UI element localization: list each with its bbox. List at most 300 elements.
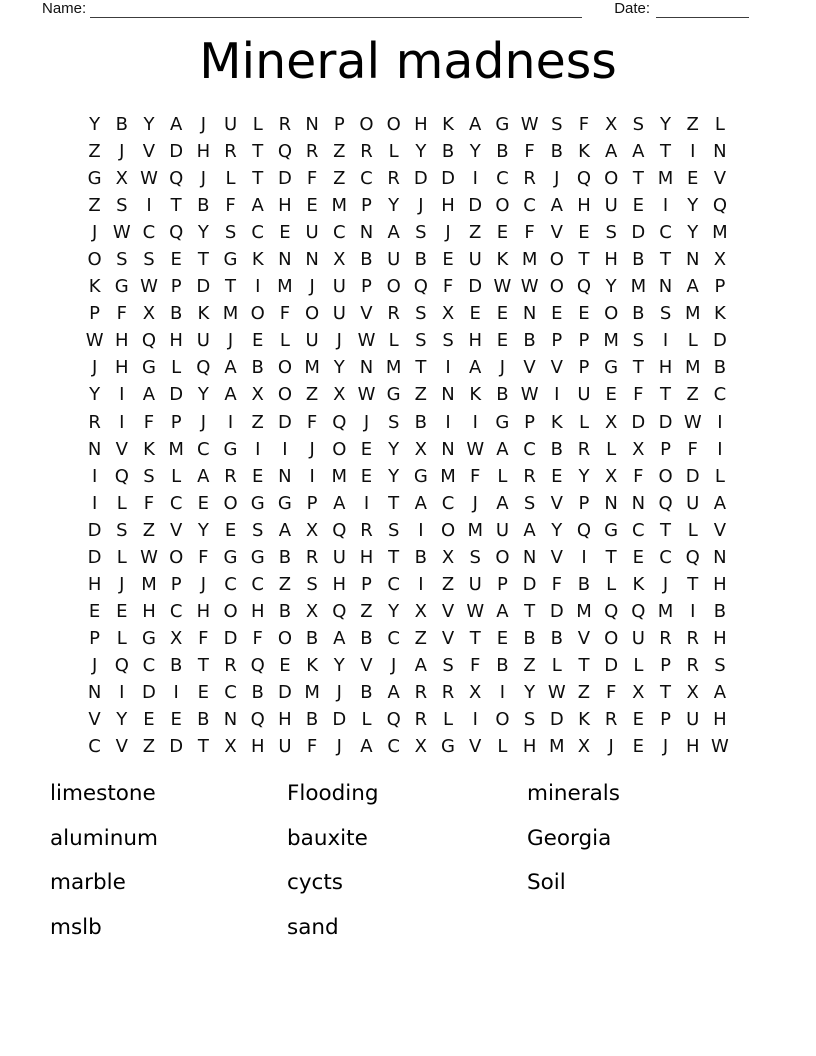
- grid-letter-r19-c22: M: [657, 600, 674, 622]
- word-item-cycts: cycts: [287, 870, 343, 895]
- grid-letter-r20-c3: G: [141, 627, 156, 649]
- grid-letter-r15-c5: E: [197, 492, 210, 514]
- grid-letter-r13-c11: E: [360, 438, 373, 460]
- grid-letter-r14-c8: N: [278, 465, 292, 487]
- grid-letter-r9-c14: S: [442, 330, 454, 352]
- grid-letter-r9-c13: S: [415, 330, 427, 352]
- grid-letter-r16-c17: A: [523, 519, 536, 541]
- grid-letter-r17-c15: S: [469, 546, 481, 568]
- grid-letter-r9-c6: J: [227, 330, 234, 352]
- grid-letter-r2-c23: I: [690, 141, 696, 163]
- grid-letter-r16-c21: C: [632, 519, 645, 541]
- grid-letter-r21-c11: V: [360, 654, 373, 676]
- grid-letter-r24-c24: W: [711, 736, 729, 758]
- grid-letter-r5-c14: J: [445, 222, 451, 244]
- grid-letter-r4-c15: D: [468, 195, 483, 217]
- grid-letter-r10-c3: G: [141, 357, 156, 379]
- grid-letter-r5-c20: S: [605, 222, 617, 244]
- grid-letter-r10-c20: G: [604, 357, 619, 379]
- grid-letter-r3-c22: M: [657, 168, 674, 190]
- grid-letter-r20-c22: R: [659, 627, 672, 649]
- grid-letter-r4-c9: E: [306, 195, 318, 217]
- grid-letter-r19-c18: D: [549, 600, 564, 622]
- grid-letter-r7-c2: G: [114, 276, 129, 298]
- letter-grid: [81, 111, 734, 760]
- grid-letter-r10-c9: M: [304, 357, 320, 379]
- grid-letter-r1-c12: O: [386, 114, 401, 136]
- grid-letter-r16-c3: Z: [142, 519, 156, 541]
- grid-letter-r15-c15: J: [472, 492, 478, 514]
- grid-letter-r13-c17: C: [523, 438, 536, 460]
- grid-letter-r1-c17: W: [520, 114, 539, 136]
- grid-letter-r20-c2: L: [116, 627, 127, 649]
- grid-letter-r6-c9: N: [305, 249, 319, 271]
- grid-letter-r2-c18: B: [550, 141, 563, 163]
- grid-letter-r5-c12: A: [387, 222, 400, 244]
- grid-letter-r8-c21: B: [632, 303, 645, 325]
- grid-letter-r2-c3: V: [142, 141, 156, 163]
- grid-letter-r23-c15: I: [472, 709, 478, 731]
- grid-letter-r6-c8: N: [278, 249, 292, 271]
- grid-letter-r14-c23: D: [685, 465, 700, 487]
- grid-letter-r22-c11: B: [360, 682, 373, 703]
- word-item-marble: marble: [50, 870, 126, 895]
- grid-letter-r3-c21: T: [632, 168, 644, 190]
- grid-letter-r10-c13: T: [415, 357, 427, 379]
- grid-letter-r8-c1: P: [89, 303, 101, 325]
- grid-letter-r18-c14: Z: [441, 573, 455, 595]
- grid-letter-r23-c6: N: [223, 709, 238, 731]
- grid-letter-r19-c8: B: [278, 600, 292, 622]
- grid-letter-r2-c4: D: [169, 141, 184, 163]
- grid-letter-r12-c16: G: [495, 411, 510, 433]
- grid-letter-r21-c23: R: [686, 654, 699, 676]
- grid-letter-r14-c14: M: [440, 465, 456, 487]
- grid-letter-r3-c15: I: [472, 168, 478, 190]
- grid-letter-r22-c4: I: [173, 682, 179, 703]
- grid-letter-r6-c23: N: [685, 249, 700, 271]
- grid-letter-r19-c17: T: [524, 600, 536, 622]
- grid-letter-r15-c11: I: [363, 492, 370, 514]
- grid-letter-r9-c8: L: [279, 330, 290, 352]
- grid-letter-r13-c20: L: [606, 438, 617, 460]
- grid-letter-r18-c22: J: [662, 573, 669, 595]
- date-blank-line: [656, 1, 749, 18]
- grid-letter-r8-c23: M: [684, 303, 701, 325]
- grid-letter-r4-c10: M: [331, 195, 348, 217]
- grid-letter-r4-c13: J: [418, 195, 424, 217]
- name-blank-line: [90, 1, 582, 18]
- grid-letter-r2-c15: Y: [469, 141, 481, 163]
- grid-letter-r15-c9: P: [306, 492, 318, 514]
- grid-letter-r20-c14: V: [441, 627, 455, 649]
- grid-letter-r17-c7: G: [250, 546, 265, 568]
- grid-letter-r20-c5: F: [198, 627, 209, 649]
- grid-letter-r18-c13: I: [418, 573, 424, 595]
- word-item-aluminum: aluminum: [50, 825, 158, 851]
- grid-letter-r10-c6: A: [224, 357, 237, 379]
- grid-letter-r9-c5: U: [196, 330, 210, 352]
- grid-letter-r23-c20: R: [604, 709, 618, 731]
- grid-letter-r17-c21: E: [632, 546, 645, 568]
- grid-letter-r22-c20: F: [605, 682, 617, 703]
- grid-letter-r7-c4: P: [170, 276, 182, 298]
- word-item-limestone: limestone: [50, 781, 156, 806]
- grid-letter-r13-c1: N: [87, 438, 102, 460]
- grid-letter-r24-c2: V: [115, 736, 128, 758]
- grid-letter-r23-c14: L: [443, 709, 454, 731]
- grid-letter-r6-c18: O: [549, 249, 564, 271]
- grid-letter-r3-c12: R: [387, 168, 400, 190]
- grid-letter-r14-c4: L: [171, 465, 182, 487]
- grid-letter-r21-c14: S: [442, 654, 454, 676]
- grid-letter-r16-c1: D: [87, 519, 102, 541]
- grid-letter-r19-c21: Q: [631, 600, 646, 622]
- grid-letter-r2-c19: K: [578, 141, 590, 163]
- grid-letter-r6-c20: H: [604, 249, 618, 271]
- grid-letter-r17-c1: D: [87, 546, 102, 568]
- grid-letter-r6-c22: T: [660, 249, 672, 271]
- grid-letter-r14-c2: Q: [114, 465, 129, 487]
- grid-letter-r8-c19: E: [578, 303, 590, 325]
- grid-letter-r12-c11: J: [363, 411, 370, 433]
- grid-letter-r7-c5: D: [196, 276, 211, 298]
- grid-letter-r3-c24: V: [713, 168, 727, 190]
- grid-letter-r6-c17: M: [521, 249, 538, 271]
- grid-letter-r4-c18: A: [550, 195, 563, 217]
- grid-letter-r5-c15: Z: [469, 222, 482, 244]
- grid-letter-r10-c17: V: [523, 357, 536, 379]
- grid-letter-r7-c23: A: [686, 276, 699, 298]
- grid-letter-r8-c18: E: [551, 303, 563, 325]
- grid-letter-r24-c14: G: [441, 736, 455, 758]
- grid-letter-r22-c23: X: [686, 682, 699, 703]
- grid-letter-r12-c10: Q: [332, 411, 347, 433]
- grid-letter-r2-c12: L: [388, 141, 399, 163]
- grid-letter-r16-c22: T: [660, 519, 672, 541]
- grid-letter-r5-c24: M: [712, 222, 728, 244]
- grid-letter-r22-c16: I: [499, 682, 506, 703]
- grid-letter-r12-c15: I: [472, 411, 478, 433]
- grid-letter-r18-c10: H: [332, 573, 347, 595]
- grid-letter-r19-c16: A: [496, 600, 509, 622]
- grid-letter-r1-c21: S: [632, 114, 645, 136]
- grid-letter-r12-c14: I: [445, 411, 451, 433]
- grid-letter-r6-c2: S: [116, 249, 128, 271]
- grid-letter-r1-c24: L: [714, 114, 725, 136]
- grid-letter-r17-c17: N: [522, 546, 537, 568]
- grid-letter-r1-c20: X: [604, 114, 618, 136]
- grid-letter-r6-c5: T: [197, 249, 209, 271]
- grid-letter-r13-c23: F: [687, 438, 698, 460]
- grid-letter-r14-c1: I: [91, 465, 98, 487]
- grid-letter-r2-c22: T: [660, 141, 672, 163]
- grid-letter-r4-c23: Y: [687, 195, 699, 217]
- grid-letter-r19-c15: W: [466, 600, 485, 622]
- word-item-georgia: Georgia: [527, 825, 612, 851]
- grid-letter-r21-c6: R: [224, 654, 237, 676]
- grid-letter-r15-c10: A: [333, 492, 346, 514]
- grid-letter-r15-c1: I: [91, 492, 98, 514]
- grid-letter-r1-c3: Y: [143, 114, 155, 136]
- grid-letter-r18-c9: S: [306, 573, 318, 595]
- grid-letter-r12-c6: I: [227, 411, 234, 433]
- grid-letter-r18-c21: K: [632, 573, 645, 595]
- grid-letter-r3-c2: X: [115, 168, 128, 190]
- grid-letter-r6-c6: G: [223, 249, 238, 271]
- grid-letter-r12-c5: J: [200, 411, 206, 433]
- grid-letter-r17-c8: B: [278, 546, 292, 568]
- grid-letter-r1-c23: Z: [686, 114, 699, 136]
- grid-letter-r6-c24: X: [713, 249, 727, 271]
- grid-letter-r8-c17: N: [522, 303, 537, 325]
- grid-letter-r14-c17: R: [523, 465, 536, 487]
- grid-letter-r23-c5: B: [197, 709, 210, 731]
- grid-letter-r18-c2: J: [119, 573, 125, 595]
- grid-letter-r24-c5: T: [197, 736, 209, 758]
- grid-letter-r5-c19: E: [578, 222, 590, 244]
- grid-letter-r20-c19: V: [577, 627, 591, 649]
- grid-letter-r23-c23: U: [686, 709, 700, 731]
- grid-letter-r18-c4: P: [170, 573, 182, 595]
- grid-letter-r8-c13: S: [415, 303, 427, 325]
- grid-letter-r22-c7: B: [251, 682, 264, 703]
- grid-letter-r9-c22: I: [662, 330, 669, 352]
- grid-letter-r12-c24: I: [717, 411, 723, 433]
- grid-letter-r7-c17: W: [520, 276, 539, 298]
- grid-letter-r22-c10: J: [336, 682, 342, 703]
- grid-letter-r8-c11: V: [360, 303, 373, 325]
- grid-letter-r4-c22: I: [662, 195, 669, 217]
- grid-letter-r24-c1: C: [88, 736, 101, 758]
- grid-letter-r14-c5: A: [197, 465, 210, 487]
- grid-letter-r10-c4: L: [171, 357, 182, 379]
- grid-letter-r17-c18: V: [550, 546, 563, 568]
- grid-letter-r18-c24: H: [713, 573, 727, 595]
- grid-letter-r7-c24: P: [714, 276, 726, 298]
- word-list-column-2: [287, 779, 379, 957]
- grid-letter-r16-c14: O: [440, 519, 456, 541]
- grid-letter-r24-c15: V: [469, 736, 482, 758]
- grid-letter-r14-c12: Y: [388, 465, 400, 487]
- grid-letter-r1-c4: A: [169, 114, 183, 136]
- grid-letter-r24-c3: Z: [142, 736, 156, 758]
- grid-letter-r11-c6: A: [224, 384, 237, 406]
- grid-letter-r17-c11: H: [359, 546, 374, 568]
- grid-letter-r21-c24: S: [714, 654, 726, 676]
- grid-letter-r21-c22: P: [660, 654, 671, 676]
- grid-letter-r2-c20: A: [604, 141, 618, 163]
- grid-letter-r13-c16: A: [496, 438, 509, 460]
- grid-letter-r17-c4: O: [169, 546, 184, 568]
- grid-letter-r1-c7: L: [252, 114, 263, 136]
- grid-letter-r23-c1: V: [88, 709, 101, 731]
- grid-letter-r10-c7: B: [251, 357, 264, 379]
- grid-letter-r21-c7: Q: [250, 654, 265, 676]
- grid-letter-r11-c15: K: [469, 384, 482, 406]
- grid-letter-r17-c20: T: [605, 546, 617, 568]
- grid-letter-r20-c7: F: [252, 627, 263, 649]
- grid-letter-r6-c1: O: [87, 249, 102, 271]
- grid-letter-r9-c10: J: [336, 330, 342, 352]
- grid-letter-r10-c2: H: [115, 357, 129, 379]
- grid-letter-r21-c1: J: [91, 654, 98, 676]
- grid-letter-r16-c12: S: [387, 519, 400, 541]
- grid-letter-r18-c7: C: [251, 573, 264, 595]
- grid-letter-r1-c15: A: [469, 114, 482, 136]
- grid-letter-r13-c7: I: [255, 438, 261, 460]
- grid-letter-r10-c5: Q: [196, 357, 211, 379]
- grid-letter-r18-c18: F: [551, 573, 562, 595]
- grid-letter-r9-c12: L: [388, 330, 399, 352]
- grid-letter-r4-c7: A: [251, 195, 264, 217]
- grid-letter-r19-c3: H: [142, 600, 156, 622]
- grid-letter-r20-c16: E: [496, 627, 509, 649]
- grid-letter-r23-c8: H: [278, 709, 292, 731]
- grid-letter-r23-c13: R: [414, 709, 428, 731]
- grid-letter-r20-c9: B: [305, 627, 319, 649]
- grid-letter-r5-c13: S: [415, 222, 427, 244]
- grid-letter-r23-c11: L: [361, 709, 372, 731]
- grid-letter-r18-c6: C: [224, 573, 237, 595]
- grid-letter-r17-c14: X: [441, 546, 455, 568]
- grid-letter-r2-c17: F: [524, 141, 535, 163]
- grid-letter-r11-c24: C: [713, 384, 727, 406]
- grid-letter-r13-c3: K: [143, 438, 155, 460]
- grid-letter-r19-c1: E: [88, 600, 101, 622]
- grid-letter-r6-c11: B: [360, 249, 373, 271]
- grid-letter-r2-c13: Y: [415, 141, 427, 163]
- grid-letter-r15-c19: P: [578, 492, 590, 514]
- grid-letter-r14-c3: S: [143, 465, 155, 487]
- grid-letter-r3-c10: Z: [333, 168, 346, 190]
- grid-letter-r23-c17: S: [523, 709, 536, 731]
- grid-letter-r20-c20: O: [604, 627, 619, 649]
- grid-letter-r14-c20: X: [604, 465, 618, 487]
- grid-letter-r20-c24: H: [713, 627, 727, 649]
- word-item-soil: Soil: [527, 870, 566, 895]
- word-item-minerals: minerals: [527, 781, 620, 806]
- grid-letter-r7-c22: N: [658, 276, 673, 298]
- grid-letter-r8-c22: S: [659, 303, 672, 325]
- grid-letter-r5-c11: N: [359, 222, 374, 244]
- grid-letter-r21-c15: F: [470, 654, 481, 676]
- grid-letter-r16-c13: I: [418, 519, 424, 541]
- grid-letter-r16-c4: V: [169, 519, 183, 541]
- grid-letter-r8-c8: F: [279, 303, 291, 325]
- grid-letter-r20-c8: O: [277, 627, 292, 649]
- grid-letter-r19-c11: Z: [360, 600, 373, 622]
- grid-letter-r1-c16: G: [495, 114, 510, 136]
- grid-letter-r21-c20: D: [604, 654, 619, 676]
- grid-letter-r10-c1: J: [91, 357, 98, 379]
- grid-letter-r9-c21: S: [632, 330, 645, 352]
- grid-letter-r21-c8: E: [279, 654, 291, 676]
- grid-letter-r5-c18: V: [550, 222, 563, 244]
- grid-letter-r22-c5: E: [197, 682, 210, 703]
- grid-letter-r2-c21: A: [632, 141, 645, 163]
- grid-letter-r6-c16: K: [496, 249, 509, 271]
- grid-letter-r13-c14: N: [441, 438, 455, 460]
- grid-letter-r3-c23: E: [687, 168, 699, 190]
- grid-letter-r21-c9: K: [306, 654, 318, 676]
- word-item-mslb: mslb: [50, 914, 102, 940]
- grid-letter-r3-c4: Q: [169, 168, 184, 190]
- grid-letter-r23-c16: O: [495, 709, 510, 731]
- grid-letter-r4-c6: F: [225, 195, 236, 217]
- grid-letter-r11-c13: Z: [414, 384, 428, 406]
- grid-letter-r17-c23: Q: [685, 546, 700, 568]
- grid-letter-r10-c8: O: [277, 357, 292, 379]
- grid-letter-r9-c24: D: [712, 330, 727, 352]
- grid-letter-r1-c6: U: [223, 114, 238, 136]
- grid-letter-r12-c13: B: [414, 411, 428, 433]
- grid-letter-r1-c5: J: [200, 114, 206, 136]
- grid-letter-r7-c18: O: [549, 276, 564, 298]
- grid-letter-r15-c4: C: [169, 492, 183, 514]
- grid-letter-r3-c3: W: [140, 168, 158, 190]
- puzzle-title: Mineral madness: [199, 33, 617, 90]
- grid-letter-r18-c16: P: [496, 573, 508, 595]
- grid-letter-r12-c1: R: [88, 411, 101, 433]
- grid-letter-r3-c14: D: [441, 168, 455, 190]
- grid-letter-r20-c15: T: [469, 627, 481, 649]
- grid-letter-r12-c9: F: [306, 411, 318, 433]
- grid-letter-r14-c16: L: [497, 465, 508, 487]
- grid-letter-r8-c7: O: [250, 303, 265, 325]
- grid-letter-r10-c12: M: [385, 357, 402, 379]
- grid-letter-r7-c7: I: [255, 276, 261, 298]
- grid-letter-r2-c7: T: [252, 141, 264, 163]
- grid-letter-r18-c12: C: [387, 573, 400, 595]
- grid-letter-r3-c11: C: [360, 168, 373, 190]
- grid-letter-r11-c10: X: [333, 384, 346, 406]
- grid-letter-r16-c24: V: [713, 519, 727, 541]
- grid-letter-r11-c7: X: [251, 384, 264, 406]
- grid-letter-r1-c10: P: [333, 114, 345, 136]
- grid-letter-r19-c5: H: [196, 600, 211, 622]
- grid-letter-r24-c9: F: [306, 736, 318, 758]
- grid-letter-r11-c14: N: [441, 384, 455, 406]
- grid-letter-r7-c13: Q: [413, 276, 428, 298]
- grid-letter-r7-c16: W: [493, 276, 512, 298]
- grid-letter-r22-c2: I: [119, 682, 125, 703]
- grid-letter-r14-c24: L: [714, 465, 725, 487]
- grid-letter-r13-c13: X: [414, 438, 428, 460]
- grid-letter-r16-c6: E: [224, 519, 237, 541]
- grid-letter-r5-c9: U: [305, 222, 319, 244]
- grid-letter-r11-c2: I: [119, 384, 125, 406]
- grid-letter-r20-c12: C: [387, 627, 400, 649]
- grid-letter-r2-c5: H: [196, 141, 211, 163]
- grid-letter-r18-c1: H: [87, 573, 102, 595]
- grid-letter-r9-c3: Q: [141, 330, 157, 352]
- grid-letter-r8-c12: R: [387, 303, 400, 325]
- grid-letter-r12-c3: F: [143, 411, 155, 433]
- grid-letter-r14-c13: G: [413, 465, 428, 487]
- grid-letter-r17-c9: R: [305, 546, 319, 568]
- grid-letter-r14-c7: E: [252, 465, 264, 487]
- grid-letter-r14-c10: M: [331, 465, 348, 487]
- grid-letter-r1-c8: R: [278, 114, 292, 136]
- grid-letter-r24-c17: H: [522, 736, 537, 758]
- grid-letter-r16-c7: S: [252, 519, 264, 541]
- grid-letter-r14-c15: F: [470, 465, 481, 487]
- grid-letter-r10-c21: T: [632, 357, 644, 379]
- grid-letter-r17-c19: I: [581, 546, 587, 568]
- grid-letter-r6-c7: K: [251, 249, 264, 271]
- grid-letter-r11-c12: G: [386, 384, 401, 406]
